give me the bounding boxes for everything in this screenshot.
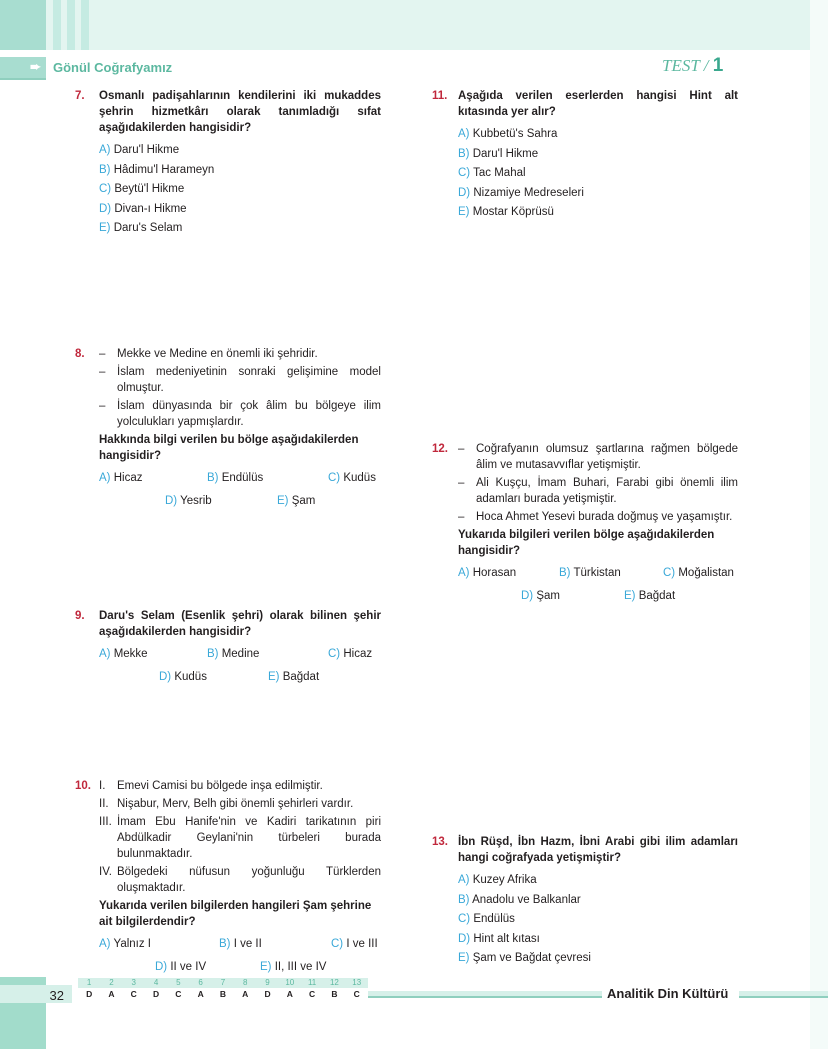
test-label — [662, 55, 723, 77]
answer-option-b[interactable] — [207, 646, 259, 666]
options — [458, 126, 738, 224]
answer-key-letter: B — [219, 989, 226, 999]
question-12 — [432, 441, 738, 611]
option-letter: E) — [458, 952, 470, 964]
option-text: Hâdimu'l Harameyn — [113, 163, 215, 176]
option-text: Şam ve Bağdat çevresi — [472, 952, 591, 964]
statement-item — [458, 475, 738, 507]
option-letter: A) — [99, 472, 111, 484]
answer-key-letter: C — [309, 989, 316, 999]
question-number: 12. — [432, 443, 448, 455]
answer-key — [78, 978, 368, 999]
answer-option-e[interactable] — [268, 669, 319, 689]
answer-key-number: 11 — [301, 978, 323, 988]
option-text: Yesrib — [180, 495, 212, 507]
statement-text: İslam dünyasında bir çok âlim bu bölgeye ilim yolculukları yapmışlardır. — [117, 400, 381, 428]
answer-option-a[interactable] — [458, 126, 738, 146]
option-text: I ve III — [346, 938, 378, 950]
option-text: Anadolu ve Balkanlar — [472, 893, 581, 906]
option-text: Bağdat — [638, 590, 676, 602]
answer-key-cell — [256, 978, 278, 999]
answer-key-letter: C — [353, 989, 360, 999]
page-number: 32 — [49, 988, 64, 1003]
question-10 — [75, 778, 381, 982]
option-text: Daru'l Hikme — [113, 144, 180, 156]
answer-key-number: 9 — [256, 978, 278, 988]
option-text: Daru's Selam — [113, 222, 183, 234]
question-prompt: Yukarıda verilen bilgilerden hangileri Şam şehrine ait bilgilerdendir? — [99, 900, 372, 928]
option-letter: A) — [458, 874, 470, 886]
options — [458, 872, 738, 970]
option-text: Yalnız I — [113, 938, 151, 950]
option-text: Şam — [536, 590, 560, 602]
answer-option-c[interactable] — [328, 470, 376, 490]
answer-key-letter: D — [152, 989, 160, 999]
test-number: 1 — [712, 55, 724, 76]
answer-option-d[interactable] — [165, 493, 212, 513]
question-8 — [75, 346, 381, 516]
option-text: Kudüs — [174, 671, 207, 683]
statement-item — [99, 346, 381, 362]
answer-key-letter: C — [175, 989, 182, 999]
answer-key-cell — [301, 978, 323, 999]
option-letter: D) — [521, 590, 534, 602]
question-body — [99, 346, 381, 516]
option-letter: A) — [99, 648, 111, 660]
answer-key-cell — [189, 978, 211, 999]
statement-text: Hoca Ahmet Yesevi burada doğmuş ve yaşamıştır. — [476, 511, 733, 523]
option-text: II ve IV — [170, 961, 207, 973]
option-text: II, III ve IV — [274, 961, 327, 973]
question-prompt: Hakkında bilgi verilen bu bölge aşağıdakilerden hangisidir? — [99, 434, 359, 462]
answer-key-number: 4 — [145, 978, 167, 988]
answer-key-cell — [145, 978, 167, 999]
answer-option-d[interactable] — [521, 588, 560, 608]
statement-item — [99, 364, 381, 396]
answer-key-number: 13 — [346, 978, 368, 988]
answer-key-cell — [100, 978, 122, 999]
statement-marker: IV. — [99, 866, 113, 878]
statement-marker: I. — [99, 780, 106, 792]
statement-text: İslam medeniyetinin sonraki gelişimine model olmuştur. — [117, 366, 381, 394]
answer-key-letter: B — [331, 989, 338, 999]
answer-option-b[interactable] — [458, 892, 738, 912]
answer-key-letter: A — [197, 989, 204, 999]
header-block — [0, 0, 46, 50]
statement-text: Nişabur, Merv, Belh gibi önemli şehirleri vardır. — [117, 798, 354, 810]
option-letter: C) — [458, 167, 471, 179]
statement-item — [99, 864, 381, 896]
answer-key-cell — [212, 978, 234, 999]
answer-option-e[interactable] — [260, 959, 326, 979]
option-letter: E) — [99, 222, 111, 234]
option-letter: A) — [458, 128, 470, 140]
answer-key-cell — [167, 978, 189, 999]
answer-key-letter: C — [130, 989, 137, 999]
statement-item — [99, 778, 381, 794]
option-text: Kudüs — [343, 472, 376, 484]
options — [99, 646, 381, 692]
answer-option-d[interactable] — [458, 185, 738, 205]
answer-option-a[interactable] — [458, 565, 516, 585]
question-number: 7. — [75, 90, 85, 102]
answer-option-c[interactable] — [99, 181, 381, 201]
option-text: Beytü'l Hikme — [114, 183, 185, 195]
option-text: Türkistan — [573, 567, 621, 579]
options — [99, 936, 381, 982]
option-letter: C) — [99, 183, 112, 195]
statement-text: Bölgedeki nüfusun yoğunluğu Türklerden oluşmaktadır. — [117, 866, 381, 894]
option-letter: A) — [458, 567, 470, 579]
statement-marker: – — [99, 348, 106, 360]
option-letter: C) — [663, 567, 676, 579]
answer-key-letter: D — [86, 989, 93, 999]
answer-option-a[interactable] — [99, 470, 142, 490]
option-letter: A) — [99, 144, 111, 156]
statement-item — [99, 796, 381, 812]
answer-option-b[interactable] — [99, 162, 381, 182]
statement-marker: – — [458, 477, 465, 489]
options — [99, 142, 381, 240]
question-number: 8. — [75, 348, 85, 360]
answer-key-letter: A — [286, 989, 293, 999]
answer-key-cell — [234, 978, 256, 999]
question-7 — [75, 88, 381, 240]
header-stripe — [53, 0, 61, 50]
answer-option-c[interactable] — [663, 565, 734, 585]
answer-key-number: 7 — [212, 978, 234, 988]
footer-line — [739, 991, 828, 998]
answer-option-e[interactable] — [458, 204, 738, 224]
section-title: Gönül Coğrafyamız — [53, 60, 173, 75]
answer-key-cell — [123, 978, 145, 999]
answer-option-c[interactable] — [458, 911, 738, 931]
statement-text: İmam Ebu Hanife'nin ve Kadiri tarikatının piri Abdülkadir Geylani'nin türbeleri burada bulunmaktadır. — [117, 816, 381, 860]
statement-marker: – — [458, 443, 465, 455]
question-body — [99, 88, 381, 240]
answer-option-d[interactable] — [458, 931, 738, 951]
answer-key-number: 5 — [167, 978, 189, 988]
footer-line — [368, 991, 602, 998]
option-letter: E) — [458, 206, 470, 218]
option-text: Divan-ı Hikme — [114, 202, 187, 215]
option-letter: C) — [331, 938, 344, 950]
answer-option-a[interactable] — [99, 936, 151, 956]
header-band — [0, 0, 810, 50]
option-letter: B) — [207, 648, 219, 660]
book-title: Analitik Din Kültürü — [607, 986, 729, 1001]
option-letter: D) — [458, 186, 471, 199]
statement-item — [458, 509, 738, 525]
answer-key-number: 10 — [279, 978, 301, 988]
option-letter: B) — [458, 893, 470, 906]
statement-text: Ali Kuşçu, İmam Buhari, Farabi gibi önemli ilim adamları burada yetişmiştir. — [476, 477, 738, 505]
option-text: Horasan — [472, 567, 517, 579]
option-letter: C) — [328, 648, 341, 660]
header-stripe — [67, 0, 75, 50]
statement-marker: – — [99, 400, 106, 412]
question-prompt: Yukarıda bilgileri verilen bölge aşağıdakilerden hangisidir? — [458, 529, 715, 557]
option-text: Hicaz — [113, 472, 143, 484]
option-text: Şam — [291, 495, 316, 507]
answer-key-cell — [279, 978, 301, 999]
option-text: Endülüs — [473, 913, 515, 925]
statement-text: Emevi Camisi bu bölgede inşa edilmiştir. — [117, 780, 323, 792]
answer-key-cell — [323, 978, 345, 999]
option-letter: B) — [219, 938, 231, 950]
statement-text: Coğrafyanın olumsuz şartlarına rağmen bölgede âlim ve mutasavvıflar yetişmiştir. — [476, 443, 738, 471]
answer-key-number: 1 — [78, 978, 100, 988]
option-text: Hicaz — [343, 648, 373, 660]
option-text: Hint alt kıtası — [473, 932, 540, 945]
answer-option-d[interactable] — [99, 201, 381, 221]
question-body — [458, 441, 738, 611]
option-letter: E) — [624, 590, 636, 602]
question-11 — [432, 88, 738, 224]
answer-option-e[interactable] — [99, 220, 381, 240]
option-text: Endülüs — [221, 472, 264, 484]
option-letter: E) — [260, 961, 272, 973]
option-text: Nizamiye Medreseleri — [473, 186, 584, 199]
answer-key-number: 2 — [100, 978, 122, 988]
question-stem: İbn Rüşd, İbn Hazm, İbni Arabi gibi ilim adamları hangi coğrafyada yetişmiştir? — [458, 836, 738, 864]
answer-option-e[interactable] — [458, 950, 738, 970]
right-margin-strip — [810, 0, 828, 1049]
options — [99, 470, 381, 516]
question-stem: Aşağıda verilen eserlerden hangisi Hint alt kıtasında yer alır? — [458, 90, 738, 118]
answer-key-letter: A — [108, 989, 115, 999]
answer-key-number: 8 — [234, 978, 256, 988]
answer-option-a[interactable] — [99, 142, 381, 162]
question-body — [458, 88, 738, 224]
statement-item — [99, 814, 381, 862]
option-letter: B) — [99, 163, 111, 176]
answer-option-c[interactable] — [458, 165, 738, 185]
header-stripe — [81, 0, 89, 50]
option-text: Bağdat — [282, 671, 320, 683]
option-letter: E) — [268, 671, 280, 683]
option-letter: C) — [328, 472, 341, 484]
answer-key-letter: A — [242, 989, 249, 999]
answer-option-e[interactable] — [277, 493, 315, 513]
answer-option-b[interactable] — [207, 470, 263, 490]
option-letter: D) — [159, 671, 172, 683]
option-text: I ve II — [233, 938, 262, 950]
answer-key-number: 12 — [323, 978, 345, 988]
statement-item — [99, 398, 381, 430]
statement-marker: III. — [99, 816, 112, 828]
statement-marker: II. — [99, 798, 109, 810]
option-letter: E) — [277, 495, 289, 507]
answer-option-c[interactable] — [331, 936, 378, 956]
option-letter: D) — [458, 932, 471, 945]
answer-key-letter: D — [264, 989, 271, 999]
option-text: Mekke — [113, 648, 148, 660]
answer-option-e[interactable] — [624, 588, 675, 608]
statement-marker: – — [458, 511, 465, 523]
question-number: 10. — [75, 780, 91, 792]
option-text: Moğalistan — [678, 567, 734, 579]
statement-item — [458, 441, 738, 473]
option-text: Kubbetü's Sahra — [472, 128, 558, 140]
answer-option-d[interactable] — [155, 959, 206, 979]
answer-option-b[interactable] — [458, 146, 738, 166]
option-letter: D) — [165, 495, 178, 507]
test-separator: / — [703, 56, 709, 75]
option-text: Kuzey Afrika — [472, 874, 537, 886]
question-number: 11. — [432, 90, 448, 102]
answer-option-a[interactable] — [99, 646, 148, 666]
statement-text: Mekke ve Medine en önemli iki şehridir. — [117, 348, 318, 360]
answer-option-a[interactable] — [458, 872, 738, 892]
test-text: TEST — [662, 56, 700, 75]
answer-key-cell — [346, 978, 368, 999]
options — [458, 565, 738, 611]
answer-key-number: 3 — [123, 978, 145, 988]
option-text: Mostar Köprüsü — [472, 206, 554, 218]
question-stem: Osmanlı padişahlarının kendilerini iki mukaddes şehrin hizmetkârı olarak tanımladığı sıfat aşağıdakilerden hangisidir? — [99, 90, 381, 134]
option-letter: B) — [559, 567, 571, 579]
answer-option-d[interactable] — [159, 669, 207, 689]
question-body — [99, 608, 381, 692]
question-number: 9. — [75, 610, 85, 622]
option-letter: D) — [155, 961, 168, 973]
answer-key-number: 6 — [189, 978, 211, 988]
option-letter: B) — [458, 147, 470, 160]
question-body — [458, 834, 738, 970]
question-9 — [75, 608, 381, 692]
option-letter: B) — [207, 472, 219, 484]
option-text: Tac Mahal — [473, 167, 526, 179]
answer-option-b[interactable] — [219, 936, 262, 956]
question-13 — [432, 834, 738, 970]
answer-option-b[interactable] — [559, 565, 621, 585]
answer-option-c[interactable] — [328, 646, 372, 666]
question-number: 13. — [432, 836, 448, 848]
option-letter: A) — [99, 938, 111, 950]
option-text: Medine — [221, 648, 260, 660]
question-stem: Daru's Selam (Esenlik şehri) olarak bilinen şehir aşağıdakilerden hangisidir? — [99, 610, 381, 638]
option-text: Daru'l Hikme — [472, 147, 539, 160]
option-letter: C) — [458, 913, 471, 925]
statement-marker: – — [99, 366, 106, 378]
option-letter: D) — [99, 202, 112, 215]
arrow-icon: ➨ — [30, 59, 41, 74]
question-body — [99, 778, 381, 982]
answer-key-cell — [78, 978, 100, 999]
